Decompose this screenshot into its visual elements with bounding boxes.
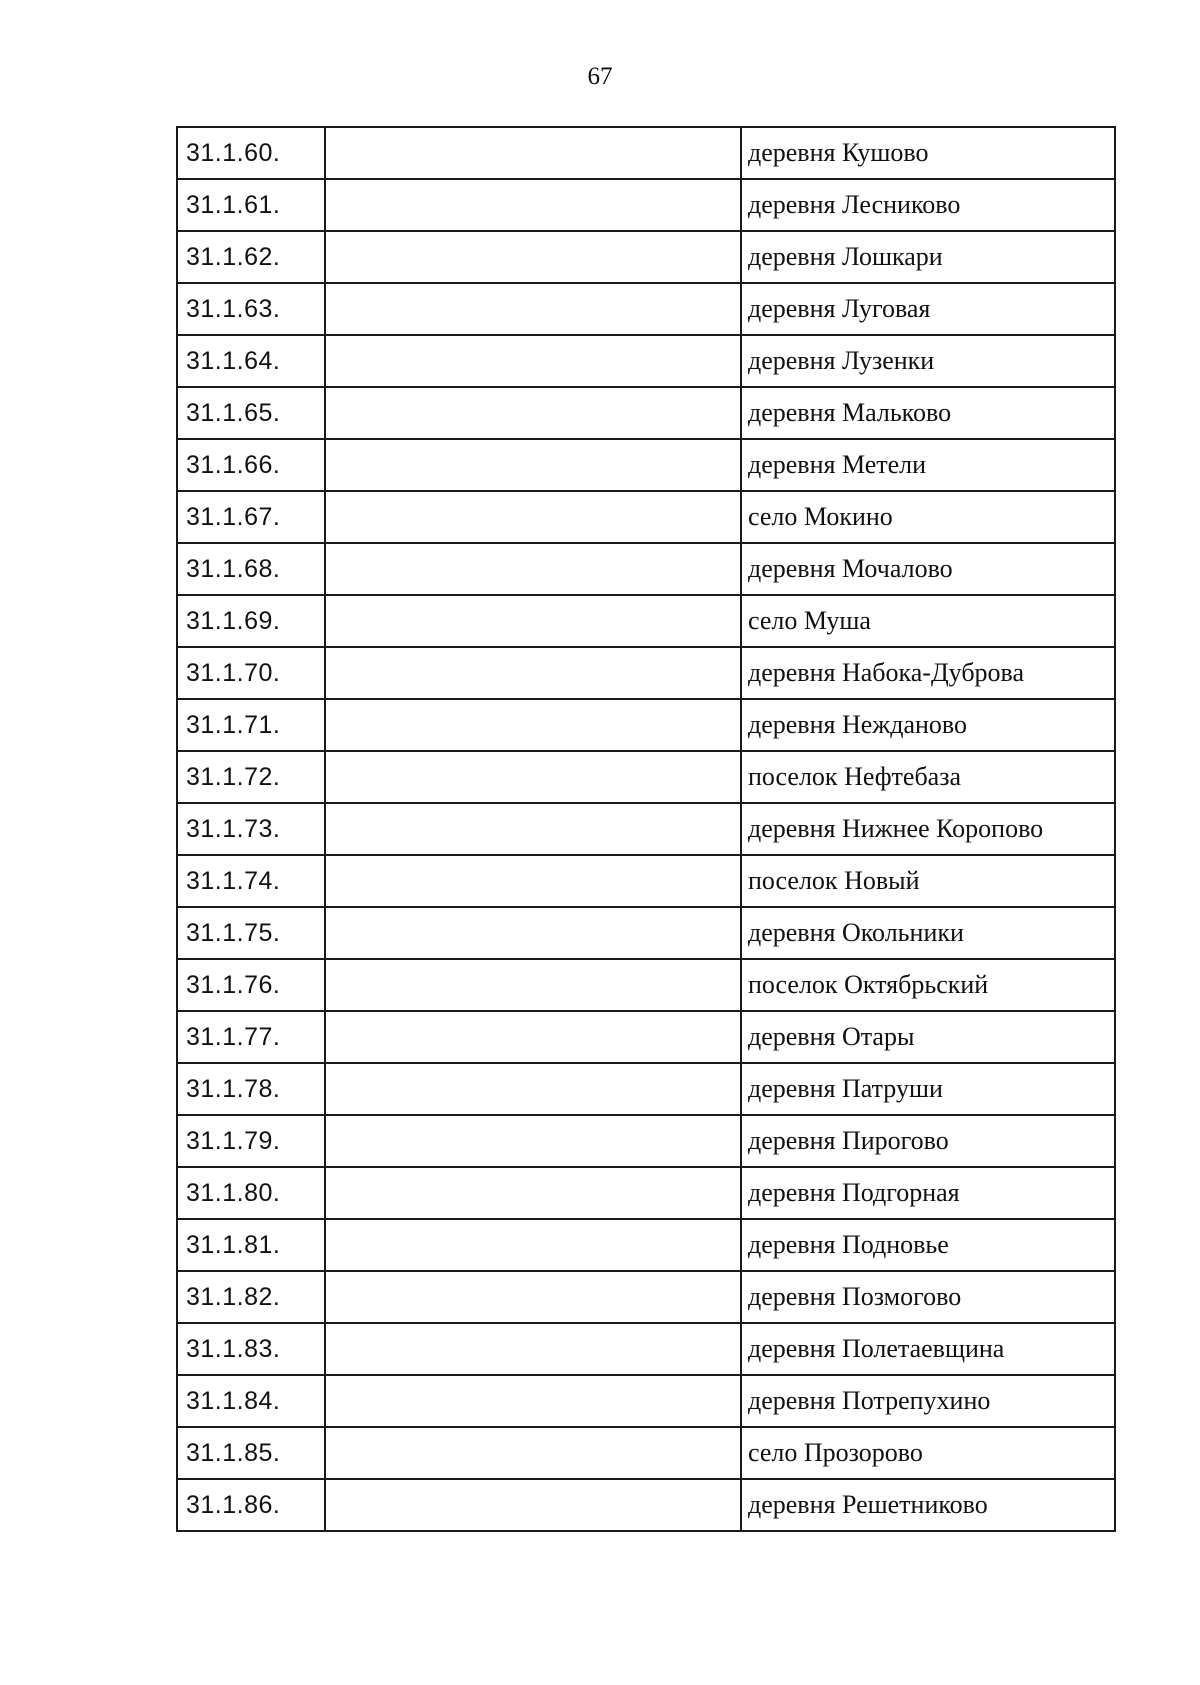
- row-empty-cell: [325, 855, 741, 907]
- row-settlement-name-cell: деревня Нежданово: [741, 699, 1115, 751]
- table-row: [177, 1323, 1115, 1375]
- table-row: [177, 699, 1115, 751]
- row-code-cell: 31.1.69.: [177, 595, 325, 647]
- row-code-cell: 31.1.61.: [177, 179, 325, 231]
- row-code-cell: 31.1.62.: [177, 231, 325, 283]
- row-code-cell: 31.1.70.: [177, 647, 325, 699]
- table-row: [177, 1011, 1115, 1063]
- table-row: [177, 387, 1115, 439]
- row-settlement-name-cell: деревня Мальково: [741, 387, 1115, 439]
- row-empty-cell: [325, 803, 741, 855]
- row-empty-cell: [325, 1063, 741, 1115]
- row-empty-cell: [325, 959, 741, 1011]
- row-settlement-name-cell: деревня Лошкари: [741, 231, 1115, 283]
- table-row: [177, 283, 1115, 335]
- row-settlement-name-cell: деревня Набока-Дуброва: [741, 647, 1115, 699]
- table-row: [177, 439, 1115, 491]
- table-row: [177, 803, 1115, 855]
- row-empty-cell: [325, 127, 741, 179]
- row-empty-cell: [325, 1323, 741, 1375]
- row-empty-cell: [325, 439, 741, 491]
- table-row: [177, 231, 1115, 283]
- row-settlement-name-cell: деревня Пирогово: [741, 1115, 1115, 1167]
- table-row: [177, 595, 1115, 647]
- row-settlement-name-cell: поселок Нефтебаза: [741, 751, 1115, 803]
- row-settlement-name-cell: деревня Потрепухино: [741, 1375, 1115, 1427]
- row-settlement-name-cell: поселок Новый: [741, 855, 1115, 907]
- row-settlement-name-cell: деревня Метели: [741, 439, 1115, 491]
- table-row: [177, 335, 1115, 387]
- table-row: [177, 1427, 1115, 1479]
- row-empty-cell: [325, 491, 741, 543]
- row-empty-cell: [325, 1271, 741, 1323]
- row-empty-cell: [325, 751, 741, 803]
- row-settlement-name-cell: село Прозорово: [741, 1427, 1115, 1479]
- row-code-cell: 31.1.78.: [177, 1063, 325, 1115]
- row-code-cell: 31.1.67.: [177, 491, 325, 543]
- row-empty-cell: [325, 387, 741, 439]
- row-empty-cell: [325, 595, 741, 647]
- row-code-cell: 31.1.82.: [177, 1271, 325, 1323]
- row-code-cell: 31.1.79.: [177, 1115, 325, 1167]
- row-code-cell: 31.1.74.: [177, 855, 325, 907]
- table-body: [177, 127, 1115, 1531]
- table-row: [177, 1219, 1115, 1271]
- table-row: [177, 1479, 1115, 1531]
- row-empty-cell: [325, 283, 741, 335]
- page-number: 67: [587, 63, 613, 90]
- table-row: [177, 1115, 1115, 1167]
- row-empty-cell: [325, 543, 741, 595]
- row-code-cell: 31.1.73.: [177, 803, 325, 855]
- row-settlement-name-cell: деревня Лесниково: [741, 179, 1115, 231]
- row-code-cell: 31.1.72.: [177, 751, 325, 803]
- row-settlement-name-cell: деревня Решетниково: [741, 1479, 1115, 1531]
- row-settlement-name-cell: деревня Патруши: [741, 1063, 1115, 1115]
- row-code-cell: 31.1.75.: [177, 907, 325, 959]
- row-settlement-name-cell: деревня Кушово: [741, 127, 1115, 179]
- row-empty-cell: [325, 1011, 741, 1063]
- table-row: [177, 127, 1115, 179]
- table-row: [177, 959, 1115, 1011]
- row-settlement-name-cell: село Мокино: [741, 491, 1115, 543]
- row-settlement-name-cell: деревня Подновье: [741, 1219, 1115, 1271]
- row-settlement-name-cell: поселок Октябрьский: [741, 959, 1115, 1011]
- row-code-cell: 31.1.85.: [177, 1427, 325, 1479]
- row-settlement-name-cell: деревня Мочалово: [741, 543, 1115, 595]
- row-empty-cell: [325, 1375, 741, 1427]
- row-settlement-name-cell: деревня Отары: [741, 1011, 1115, 1063]
- row-code-cell: 31.1.64.: [177, 335, 325, 387]
- row-empty-cell: [325, 647, 741, 699]
- row-empty-cell: [325, 1219, 741, 1271]
- table-row: [177, 855, 1115, 907]
- table-row: [177, 751, 1115, 803]
- row-code-cell: 31.1.83.: [177, 1323, 325, 1375]
- row-code-cell: 31.1.77.: [177, 1011, 325, 1063]
- row-empty-cell: [325, 1479, 741, 1531]
- row-settlement-name-cell: деревня Окольники: [741, 907, 1115, 959]
- table-row: [177, 491, 1115, 543]
- settlements-table: [176, 126, 1116, 1532]
- row-empty-cell: [325, 179, 741, 231]
- row-settlement-name-cell: деревня Лузенки: [741, 335, 1115, 387]
- table-row: [177, 179, 1115, 231]
- table-row: [177, 647, 1115, 699]
- row-code-cell: 31.1.65.: [177, 387, 325, 439]
- row-code-cell: 31.1.66.: [177, 439, 325, 491]
- row-empty-cell: [325, 335, 741, 387]
- row-code-cell: 31.1.71.: [177, 699, 325, 751]
- row-settlement-name-cell: деревня Позмогово: [741, 1271, 1115, 1323]
- row-settlement-name-cell: деревня Подгорная: [741, 1167, 1115, 1219]
- row-settlement-name-cell: деревня Полетаевщина: [741, 1323, 1115, 1375]
- row-empty-cell: [325, 699, 741, 751]
- table-row: [177, 907, 1115, 959]
- row-code-cell: 31.1.81.: [177, 1219, 325, 1271]
- table-row: [177, 543, 1115, 595]
- row-empty-cell: [325, 231, 741, 283]
- row-code-cell: 31.1.60.: [177, 127, 325, 179]
- row-empty-cell: [325, 1427, 741, 1479]
- row-code-cell: 31.1.86.: [177, 1479, 325, 1531]
- row-code-cell: 31.1.68.: [177, 543, 325, 595]
- table-row: [177, 1063, 1115, 1115]
- row-settlement-name-cell: село Муша: [741, 595, 1115, 647]
- table-row: [177, 1271, 1115, 1323]
- row-empty-cell: [325, 1115, 741, 1167]
- row-empty-cell: [325, 907, 741, 959]
- row-empty-cell: [325, 1167, 741, 1219]
- row-settlement-name-cell: деревня Нижнее Коропово: [741, 803, 1115, 855]
- table-row: [177, 1375, 1115, 1427]
- row-code-cell: 31.1.63.: [177, 283, 325, 335]
- row-code-cell: 31.1.84.: [177, 1375, 325, 1427]
- row-code-cell: 31.1.76.: [177, 959, 325, 1011]
- row-settlement-name-cell: деревня Луговая: [741, 283, 1115, 335]
- table-row: [177, 1167, 1115, 1219]
- row-code-cell: 31.1.80.: [177, 1167, 325, 1219]
